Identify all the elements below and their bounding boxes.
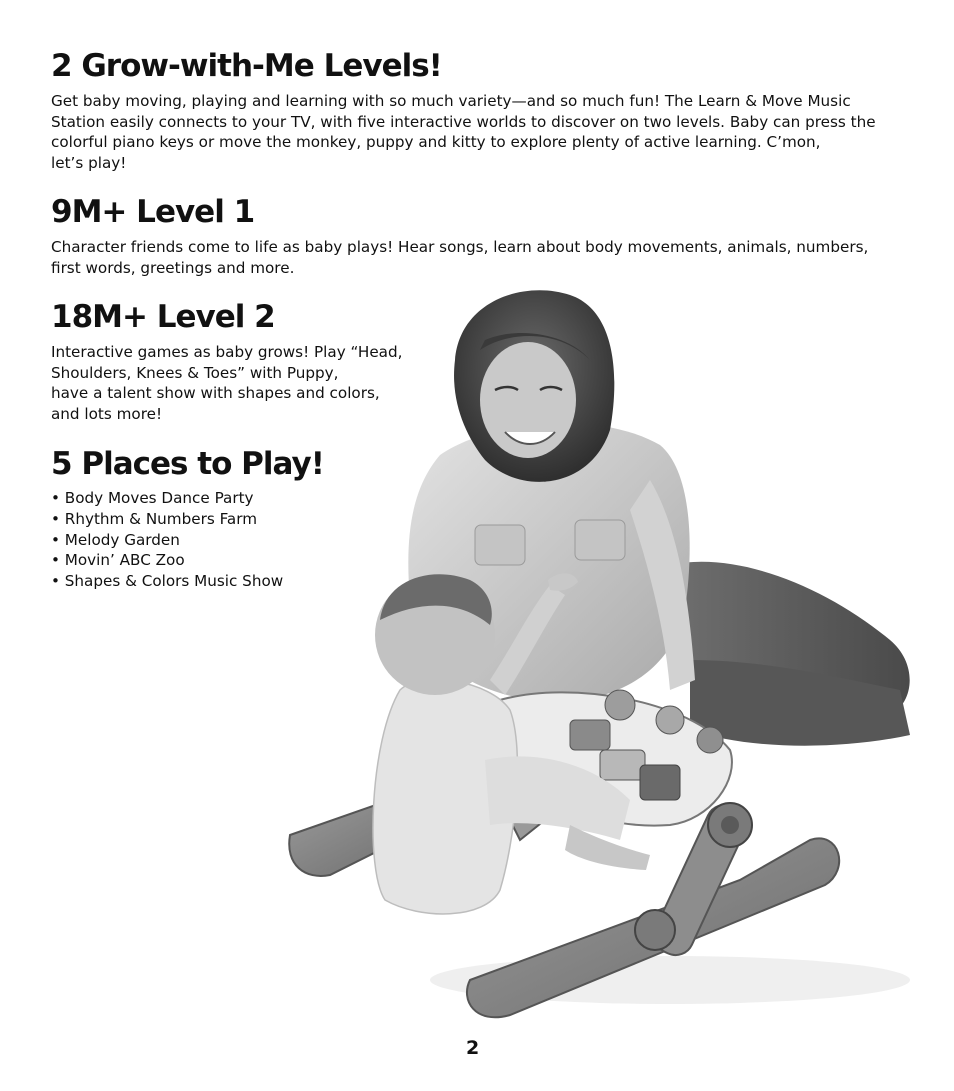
paragraph-grow-intro (51, 91, 911, 173)
text-line: and lots more! (51, 404, 163, 423)
text-line: Shoulders, Knees & Toes” with Puppy, (51, 363, 339, 382)
list-item: • Shapes & Colors Music Show (51, 572, 284, 591)
text-line: colorful piano keys or move the monkey, puppy and kitty to explore plenty of active learning. C’mon, (51, 133, 821, 151)
text-line: Station easily connects to your TV, with five interactive worlds to discover on two levels. Baby can press the (51, 112, 876, 131)
photo-mother-baby-music-station (270, 280, 930, 1025)
mother-legs (670, 562, 910, 746)
heading-level-2: 18M+ Level 2 (51, 299, 275, 335)
text-line: let’s play! (51, 153, 127, 172)
heading-grow-with-me-levels: 2 Grow-with-Me Levels! (51, 48, 442, 84)
list-item: • Rhythm & Numbers Farm (51, 509, 257, 528)
text-line: first words, greetings and more. (51, 258, 295, 277)
list-item: • Melody Garden (51, 530, 180, 549)
text-line: Character friends come to life as baby plays! Hear songs, learn about body movements, animals, numbers, (51, 238, 869, 256)
places-list (51, 488, 283, 592)
list-item: • Body Moves Dance Party (51, 489, 254, 507)
list-item: • Movin’ ABC Zoo (51, 551, 185, 570)
text-line: Interactive games as baby grows! Play “Head, (51, 343, 403, 361)
page-number: 2 (466, 1037, 480, 1059)
paragraph-level-1 (51, 237, 921, 278)
heading-places-to-play: 5 Places to Play! (51, 446, 324, 482)
heading-level-1: 9M+ Level 1 (51, 194, 255, 230)
text-line: Get baby moving, playing and learning with so much variety—and so much fun! The Learn & Move Music (51, 92, 851, 110)
text-line: have a talent show with shapes and colors, (51, 384, 380, 402)
